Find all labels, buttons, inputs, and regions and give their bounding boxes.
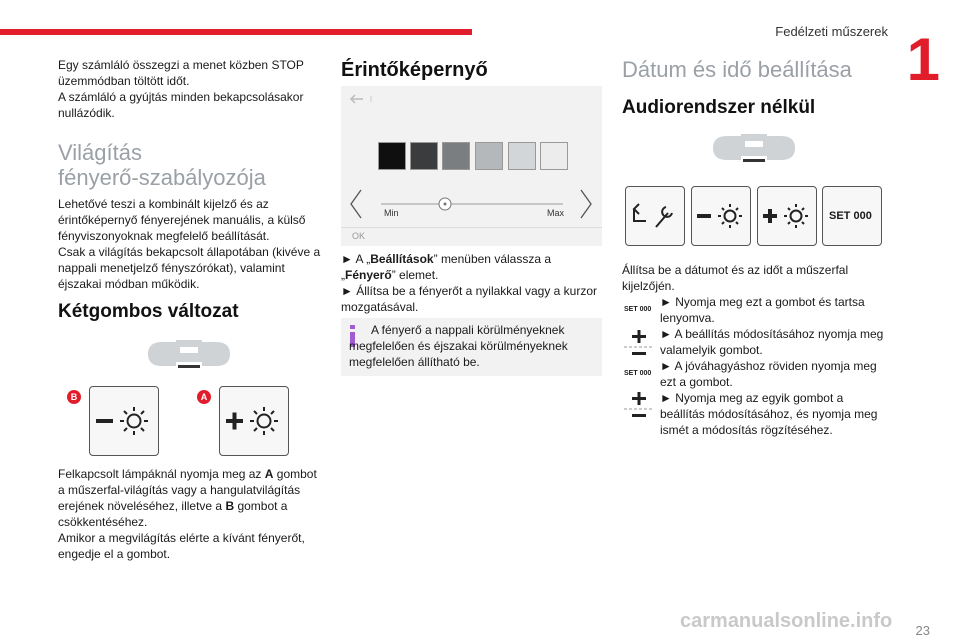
- datetime-subheading: [622, 96, 902, 120]
- color-swatch-5: [508, 142, 536, 170]
- color-swatch-2: [410, 142, 438, 170]
- minus-sun-icon: [692, 187, 749, 244]
- minus-sun-button[interactable]: [691, 186, 751, 246]
- text-bold: Beállítások: [370, 252, 434, 266]
- set-digits: 000: [639, 370, 652, 377]
- intro-line-1: Egy számláló összegzi a menet közben STOP üzemmódban töltött időt.: [58, 58, 304, 88]
- touchscreen-heading: [341, 58, 602, 82]
- plus-minus-small-icon: [624, 390, 654, 420]
- plus-sun-button[interactable]: [757, 186, 817, 246]
- twobutton-body-1: [58, 466, 326, 530]
- plus-minus-small-icon: [624, 328, 654, 358]
- lighting-body-2: Csak a világítás bekapcsolt állapotában (kivéve a nappali menetjelző fényszórókat), valamint éjszakai módban működik.: [58, 245, 321, 291]
- lighting-title-line-1: Világítás: [58, 140, 142, 165]
- set-digits: 000: [853, 210, 872, 222]
- text-part: gombot a csökkentéséhez.: [58, 499, 288, 529]
- back-wrench-button[interactable]: [625, 186, 685, 246]
- text-bold: Fényerő: [345, 268, 392, 282]
- touchscreen-step-2: ► Állítsa be a fényerőt a nyilakkal vagy a kurzor mozgatásával.: [341, 284, 597, 314]
- chapter-number: 1: [906, 26, 940, 93]
- set-label: SET: [829, 210, 851, 222]
- color-swatch-3: [442, 142, 470, 170]
- back-wrench-icon: [626, 187, 683, 244]
- section-title: Fedélzeti műszerek: [775, 24, 888, 39]
- set-label: SET: [624, 306, 638, 313]
- info-text: A fényerő a nappali körülményeknek megfelelően és éjszakai körülményeknek megfelelően állítható be.: [349, 323, 568, 369]
- set-small-icon: [624, 370, 651, 377]
- text-part: gombot a műszerfal-világítás vagy a hangulatvilágítás erejének növeléséhez, illetve a: [58, 467, 317, 513]
- datetime-step-1: ► Nyomja meg ezt a gombot és tartsa lenyomva.: [660, 295, 865, 325]
- text-part: ► A „: [341, 252, 371, 266]
- text-part: Felkapcsolt lámpáknál nyomja meg az: [58, 467, 265, 481]
- screen-divider: [341, 227, 602, 228]
- lighting-body-1: Lehetővé teszi a kombinált kijelző és az érintőképernyő fényerejének manuális, a külső fényviszonyoknak megfelelő beállítását.: [58, 197, 306, 243]
- lighting-heading: [58, 140, 328, 190]
- set-small-icon: [624, 306, 651, 313]
- lighting-title-line-2: fényerő-szabályozója: [58, 165, 266, 190]
- plus-sun-icon: [758, 187, 815, 244]
- touchscreen-illustration: [341, 86, 602, 246]
- datetime-step-4: ► Nyomja meg az egyik gombot a beállítás módosításához, és nyomja meg ismét a módosítás rögzítéséhez.: [660, 391, 878, 437]
- datetime-title: Dátum és idő beállítása: [622, 57, 852, 82]
- intro-line-2: A számláló a gyújtás minden bekapcsolásakor nullázódik.: [58, 90, 304, 120]
- twobutton-body: [58, 466, 326, 562]
- datetime-step-3: ► A jóváhagyáshoz röviden nyomja meg ezt a gombot.: [660, 359, 877, 389]
- instrument-cluster-icon: [146, 338, 232, 370]
- plus-sun-icon: [220, 387, 287, 454]
- slider-right-arrow-icon: [581, 190, 591, 218]
- back-arrow-icon: [349, 92, 379, 106]
- color-swatch-1: [378, 142, 406, 170]
- slider-min-label: Min: [384, 208, 399, 218]
- touchscreen-title: Érintőképernyő: [341, 59, 488, 81]
- touchscreen-step-1: [341, 251, 602, 283]
- slider-max-label: Max: [547, 208, 565, 218]
- set-digits: 000: [639, 306, 652, 313]
- text-bold-a: A: [264, 467, 274, 481]
- header-red-bar: [0, 29, 472, 35]
- page-number: 23: [915, 623, 930, 638]
- lighting-body: [58, 196, 323, 292]
- instrument-cluster-icon: [711, 132, 797, 164]
- datetime-step-2: ► A beállítás módosításához nyomja meg valamelyik gombot.: [660, 327, 884, 357]
- twobutton-body-2: Amikor a megvilágítás elérte a kívánt fényerőt, engedje el a gombot.: [58, 531, 305, 561]
- set-label: SET: [624, 370, 638, 377]
- twobutton-heading: [58, 300, 323, 324]
- watermark: carmanualsonline.info: [680, 610, 893, 632]
- left-intro: [58, 57, 323, 121]
- color-swatch-4: [475, 142, 503, 170]
- brightness-increase-button[interactable]: [219, 386, 289, 456]
- color-swatch-6: [540, 142, 568, 170]
- set-button[interactable]: [822, 186, 882, 246]
- datetime-intro: Állítsa be a dátumot és az időt a műszerfal kijelzőjén.: [622, 263, 849, 293]
- text-part: ” menüben válassza a „: [341, 252, 552, 282]
- ok-button[interactable]: OK: [352, 231, 366, 241]
- info-box: [341, 318, 602, 376]
- datetime-step-4a: [660, 390, 885, 438]
- text-part: ” elemet.: [391, 268, 439, 282]
- minus-sun-icon: [90, 387, 157, 454]
- datetime-subtitle: Audiorendszer nélkül: [622, 97, 816, 118]
- badge-a: A: [197, 390, 211, 404]
- set-button-label: [829, 210, 872, 222]
- brightness-decrease-button[interactable]: [89, 386, 159, 456]
- text-bold-b: B: [225, 499, 235, 513]
- badge-b: B: [67, 390, 81, 404]
- datetime-heading: [622, 57, 902, 82]
- slider-left-arrow-icon: [351, 190, 361, 218]
- twobutton-title: Kétgombos változat: [58, 301, 239, 322]
- touchscreen-steps: [341, 251, 602, 315]
